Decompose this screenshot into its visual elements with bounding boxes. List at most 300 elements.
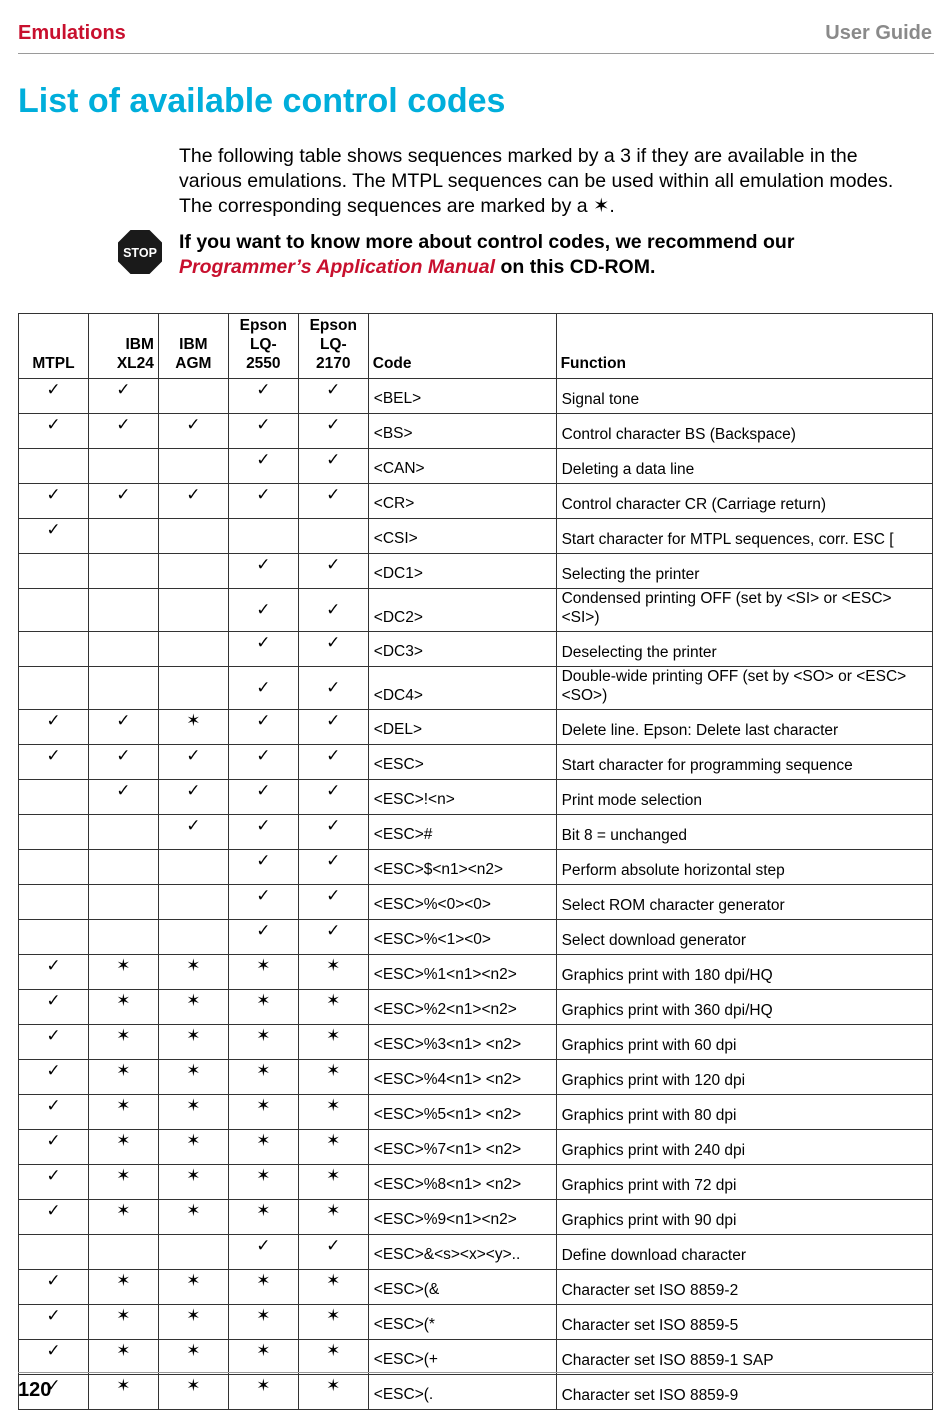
table-row	[19, 1165, 933, 1200]
check-mark-cell	[19, 414, 89, 449]
check-mark-cell	[19, 1060, 89, 1095]
column-header-ibm-xl24: IBM XL24	[88, 314, 158, 379]
check-mark-icon: ✓	[46, 746, 61, 765]
function-cell: Control character BS (Backspace)	[556, 414, 932, 449]
star-mark-cell	[88, 1165, 158, 1200]
empty-cell	[298, 519, 368, 554]
check-mark-icon: ✓	[256, 415, 271, 434]
star-mark-cell	[228, 1130, 298, 1165]
check-mark-cell	[298, 632, 368, 667]
star-mark-icon: ✶	[256, 1061, 271, 1080]
function-cell: Print mode selection	[556, 780, 932, 815]
check-mark-cell	[298, 745, 368, 780]
empty-cell	[19, 554, 89, 589]
check-mark-icon: ✓	[46, 1376, 61, 1395]
empty-cell	[158, 632, 228, 667]
check-mark-cell	[298, 920, 368, 955]
empty-cell	[158, 589, 228, 632]
check-mark-icon: ✓	[116, 711, 131, 730]
header-divider	[18, 53, 934, 54]
star-mark-icon: ✶	[186, 1271, 201, 1290]
table-row	[19, 414, 933, 449]
check-mark-cell	[298, 1235, 368, 1270]
empty-cell	[88, 667, 158, 710]
star-mark-icon: ✶	[256, 1341, 271, 1360]
table-row	[19, 1235, 933, 1270]
check-mark-icon: ✓	[326, 711, 341, 730]
star-mark-cell	[158, 1025, 228, 1060]
page-title: List of available control codes	[18, 82, 506, 120]
star-mark-icon: ✶	[326, 1131, 341, 1150]
check-mark-cell	[88, 414, 158, 449]
check-mark-icon: ✓	[326, 380, 341, 399]
table-row	[19, 1200, 933, 1235]
check-mark-icon: ✓	[256, 555, 271, 574]
check-mark-cell	[228, 850, 298, 885]
check-mark-icon: ✓	[256, 921, 271, 940]
check-mark-icon: ✓	[186, 816, 201, 835]
code-cell: <CR>	[368, 484, 556, 519]
check-mark-cell	[19, 1270, 89, 1305]
star-mark-icon: ✶	[256, 1271, 271, 1290]
star-mark-icon: ✶	[256, 1306, 271, 1325]
column-header-ibm-agm: IBM AGM	[158, 314, 228, 379]
code-cell: <ESC>#	[368, 815, 556, 850]
empty-cell	[19, 632, 89, 667]
check-mark-cell	[158, 414, 228, 449]
code-cell: <ESC>%3<n1> <n2>	[368, 1025, 556, 1060]
function-cell: Start character for programming sequence	[556, 745, 932, 780]
star-mark-cell	[158, 955, 228, 990]
code-cell: <ESC>%<0><0>	[368, 885, 556, 920]
table-row	[19, 885, 933, 920]
function-cell: Control character CR (Carriage return)	[556, 484, 932, 519]
star-mark-cell	[228, 1375, 298, 1410]
check-mark-cell	[298, 414, 368, 449]
empty-cell	[19, 667, 89, 710]
function-cell: Character set ISO 8859-5	[556, 1305, 932, 1340]
check-mark-icon: ✓	[326, 415, 341, 434]
star-mark-cell	[298, 1165, 368, 1200]
empty-cell	[88, 632, 158, 667]
check-mark-cell	[228, 632, 298, 667]
check-mark-icon: ✓	[46, 1271, 61, 1290]
check-mark-cell	[88, 379, 158, 414]
table-row	[19, 1060, 933, 1095]
check-mark-icon: ✓	[256, 711, 271, 730]
star-mark-icon: ✶	[116, 1166, 131, 1185]
star-mark-cell	[158, 1165, 228, 1200]
check-mark-cell	[298, 815, 368, 850]
function-cell: Character set ISO 8859-1 SAP	[556, 1340, 932, 1375]
check-mark-cell	[228, 885, 298, 920]
star-mark-icon: ✶	[256, 1166, 271, 1185]
check-mark-icon: ✓	[186, 415, 201, 434]
check-mark-cell	[19, 1095, 89, 1130]
check-mark-cell	[88, 780, 158, 815]
empty-cell	[19, 780, 89, 815]
function-cell: Select ROM character generator	[556, 885, 932, 920]
header-document-title: User Guide	[825, 22, 932, 44]
manual-title: Programmer’s Application Manual	[179, 256, 496, 278]
star-mark-icon: ✶	[326, 1096, 341, 1115]
star-mark-icon: ✶	[256, 1376, 271, 1395]
function-cell: Start character for MTPL sequences, corr. ESC [	[556, 519, 932, 554]
check-mark-icon: ✓	[116, 380, 131, 399]
empty-cell	[19, 815, 89, 850]
table-row	[19, 1375, 933, 1410]
check-mark-icon: ✓	[46, 711, 61, 730]
code-cell: <ESC>!<n>	[368, 780, 556, 815]
empty-cell	[88, 885, 158, 920]
star-mark-icon: ✶	[326, 1376, 341, 1395]
star-mark-icon: ✶	[186, 956, 201, 975]
star-mark-cell	[298, 1270, 368, 1305]
empty-cell	[158, 1235, 228, 1270]
star-mark-cell	[88, 1060, 158, 1095]
function-cell: Bit 8 = unchanged	[556, 815, 932, 850]
check-mark-cell	[158, 780, 228, 815]
check-mark-icon: ✓	[46, 520, 61, 539]
check-mark-icon: ✓	[256, 816, 271, 835]
code-cell: <BEL>	[368, 379, 556, 414]
star-mark-cell	[158, 1200, 228, 1235]
code-cell: <ESC>%<1><0>	[368, 920, 556, 955]
star-mark-cell	[88, 1095, 158, 1130]
check-mark-icon: ✓	[326, 1236, 341, 1255]
check-mark-icon: ✓	[256, 886, 271, 905]
check-mark-icon: ✓	[256, 485, 271, 504]
check-mark-icon: ✓	[256, 851, 271, 870]
check-mark-icon: ✓	[326, 886, 341, 905]
table-row	[19, 920, 933, 955]
function-cell: Select download generator	[556, 920, 932, 955]
check-mark-cell	[158, 745, 228, 780]
check-mark-cell	[19, 955, 89, 990]
check-mark-cell	[228, 745, 298, 780]
star-mark-cell	[298, 1375, 368, 1410]
check-mark-icon: ✓	[116, 781, 131, 800]
intro-paragraph: The following table shows sequences marked by a 3 if they are available in the various emulations. The MTPL sequences can be used within all emulation modes. The corresponding sequences are marked by a ✶.	[179, 145, 894, 217]
check-mark-icon: ✓	[46, 1096, 61, 1115]
check-mark-cell	[228, 1235, 298, 1270]
star-mark-icon: ✶	[116, 1201, 131, 1220]
star-mark-icon: ✶	[326, 1201, 341, 1220]
check-mark-cell	[228, 667, 298, 710]
stop-sign-icon	[117, 229, 163, 275]
check-mark-cell	[19, 1130, 89, 1165]
check-mark-icon: ✓	[326, 555, 341, 574]
star-mark-icon: ✶	[186, 711, 201, 730]
empty-cell	[158, 519, 228, 554]
function-cell: Graphics print with 80 dpi	[556, 1095, 932, 1130]
star-mark-cell	[298, 1305, 368, 1340]
check-mark-icon: ✓	[186, 746, 201, 765]
check-mark-cell	[298, 850, 368, 885]
code-cell: <ESC>&<s><x><y>..	[368, 1235, 556, 1270]
check-mark-cell	[158, 815, 228, 850]
page-number: 120	[18, 1379, 52, 1401]
star-mark-icon: ✶	[116, 1306, 131, 1325]
check-mark-cell	[228, 414, 298, 449]
check-mark-cell	[19, 379, 89, 414]
code-cell: <DC2>	[368, 589, 556, 632]
check-mark-icon: ✓	[46, 1061, 61, 1080]
table-row	[19, 554, 933, 589]
star-mark-icon: ✶	[186, 1096, 201, 1115]
star-mark-icon: ✶	[326, 1341, 341, 1360]
check-mark-cell	[19, 519, 89, 554]
control-codes-table	[18, 313, 933, 1410]
star-mark-cell	[88, 1305, 158, 1340]
check-mark-cell	[228, 554, 298, 589]
star-mark-icon: ✶	[116, 1131, 131, 1150]
star-mark-icon: ✶	[186, 1026, 201, 1045]
star-mark-cell	[88, 1375, 158, 1410]
code-cell: <ESC>%5<n1> <n2>	[368, 1095, 556, 1130]
check-mark-cell	[298, 780, 368, 815]
check-mark-cell	[19, 1025, 89, 1060]
star-mark-icon: ✶	[186, 1201, 201, 1220]
star-mark-cell	[228, 1060, 298, 1095]
star-mark-icon: ✶	[186, 1306, 201, 1325]
check-mark-cell	[88, 710, 158, 745]
table-row	[19, 990, 933, 1025]
function-cell: Delete line. Epson: Delete last character	[556, 710, 932, 745]
star-mark-cell	[88, 990, 158, 1025]
star-mark-icon: ✶	[326, 956, 341, 975]
check-mark-icon: ✓	[186, 485, 201, 504]
note-text-after: on this CD-ROM.	[495, 256, 656, 278]
check-mark-cell	[88, 745, 158, 780]
check-mark-cell	[228, 780, 298, 815]
check-mark-icon: ✓	[256, 746, 271, 765]
check-mark-icon: ✓	[46, 415, 61, 434]
check-mark-icon: ✓	[46, 380, 61, 399]
check-mark-cell	[228, 920, 298, 955]
star-mark-cell	[228, 1270, 298, 1305]
star-mark-cell	[158, 1060, 228, 1095]
table-row	[19, 379, 933, 414]
star-mark-cell	[88, 1130, 158, 1165]
empty-cell	[88, 449, 158, 484]
check-mark-icon: ✓	[326, 921, 341, 940]
check-mark-icon: ✓	[186, 781, 201, 800]
check-mark-icon: ✓	[326, 781, 341, 800]
check-mark-cell	[298, 885, 368, 920]
code-cell: <ESC>%2<n1><n2>	[368, 990, 556, 1025]
table-row	[19, 589, 933, 632]
check-mark-cell	[298, 484, 368, 519]
star-mark-cell	[298, 955, 368, 990]
star-mark-cell	[228, 1095, 298, 1130]
star-mark-cell	[88, 955, 158, 990]
check-mark-icon: ✓	[116, 746, 131, 765]
table-row	[19, 745, 933, 780]
column-header-code: Code	[368, 314, 556, 379]
star-mark-cell	[158, 1305, 228, 1340]
star-mark-icon: ✶	[116, 1026, 131, 1045]
star-mark-icon: ✶	[326, 1166, 341, 1185]
check-mark-cell	[158, 484, 228, 519]
empty-cell	[228, 519, 298, 554]
code-cell: <DC1>	[368, 554, 556, 589]
code-cell: <BS>	[368, 414, 556, 449]
star-mark-cell	[298, 990, 368, 1025]
star-mark-icon: ✶	[326, 1061, 341, 1080]
star-mark-icon: ✶	[256, 1096, 271, 1115]
table-row	[19, 710, 933, 745]
star-mark-cell	[88, 1200, 158, 1235]
check-mark-icon: ✓	[326, 485, 341, 504]
table-row	[19, 1340, 933, 1375]
check-mark-cell	[228, 815, 298, 850]
check-mark-icon: ✓	[326, 633, 341, 652]
check-mark-icon: ✓	[46, 991, 61, 1010]
empty-cell	[88, 815, 158, 850]
function-cell: Graphics print with 360 dpi/HQ	[556, 990, 932, 1025]
function-cell: Condensed printing OFF (set by <SI> or <ESC><SI>)	[556, 589, 932, 632]
empty-cell	[19, 1235, 89, 1270]
function-cell: Graphics print with 72 dpi	[556, 1165, 932, 1200]
table-row	[19, 1025, 933, 1060]
empty-cell	[88, 920, 158, 955]
code-cell: <ESC>(&	[368, 1270, 556, 1305]
star-mark-cell	[298, 1340, 368, 1375]
star-mark-cell	[228, 1305, 298, 1340]
check-mark-icon: ✓	[46, 1026, 61, 1045]
star-mark-cell	[298, 1200, 368, 1235]
table-row	[19, 519, 933, 554]
footer-divider	[18, 1372, 934, 1373]
star-mark-icon: ✶	[326, 1026, 341, 1045]
column-header-function: Function	[556, 314, 932, 379]
check-mark-cell	[228, 449, 298, 484]
check-mark-icon: ✓	[116, 485, 131, 504]
stop-sign-label: STOP	[123, 246, 157, 260]
star-mark-icon: ✶	[186, 1061, 201, 1080]
code-cell: <ESC>(*	[368, 1305, 556, 1340]
empty-cell	[88, 589, 158, 632]
check-mark-icon: ✓	[256, 781, 271, 800]
star-mark-cell	[158, 1130, 228, 1165]
check-mark-cell	[19, 710, 89, 745]
star-mark-icon: ✶	[256, 956, 271, 975]
empty-cell	[158, 449, 228, 484]
check-mark-cell	[228, 710, 298, 745]
code-cell: <ESC>%7<n1> <n2>	[368, 1130, 556, 1165]
function-cell: Deleting a data line	[556, 449, 932, 484]
star-mark-icon: ✶	[186, 1166, 201, 1185]
check-mark-cell	[19, 1340, 89, 1375]
check-mark-cell	[228, 484, 298, 519]
star-mark-cell	[228, 1340, 298, 1375]
empty-cell	[88, 850, 158, 885]
check-mark-cell	[298, 379, 368, 414]
star-mark-cell	[88, 1270, 158, 1305]
star-mark-cell	[298, 1095, 368, 1130]
table-row	[19, 1305, 933, 1340]
function-cell: Graphics print with 60 dpi	[556, 1025, 932, 1060]
function-cell: Perform absolute horizontal step	[556, 850, 932, 885]
code-cell: <ESC>%4<n1> <n2>	[368, 1060, 556, 1095]
code-cell: <ESC>	[368, 745, 556, 780]
check-mark-cell	[19, 745, 89, 780]
star-mark-icon: ✶	[256, 1131, 271, 1150]
manual-note	[179, 230, 899, 280]
empty-cell	[158, 850, 228, 885]
code-cell: <CSI>	[368, 519, 556, 554]
function-cell: Signal tone	[556, 379, 932, 414]
star-mark-cell	[228, 1165, 298, 1200]
code-cell: <ESC>(.	[368, 1375, 556, 1410]
check-mark-icon: ✓	[326, 450, 341, 469]
code-cell: <CAN>	[368, 449, 556, 484]
star-mark-icon: ✶	[116, 1061, 131, 1080]
table-row	[19, 815, 933, 850]
empty-cell	[19, 850, 89, 885]
function-cell: Define download character	[556, 1235, 932, 1270]
star-mark-cell	[228, 1200, 298, 1235]
check-mark-icon: ✓	[256, 380, 271, 399]
table-row	[19, 449, 933, 484]
check-mark-cell	[19, 1200, 89, 1235]
table-row	[19, 632, 933, 667]
table-row	[19, 1095, 933, 1130]
star-mark-icon: ✶	[186, 991, 201, 1010]
check-mark-cell	[228, 379, 298, 414]
check-mark-cell	[298, 449, 368, 484]
code-cell: <ESC>(+	[368, 1340, 556, 1375]
empty-cell	[158, 379, 228, 414]
star-mark-icon: ✶	[116, 1271, 131, 1290]
star-mark-icon: ✶	[326, 991, 341, 1010]
column-header-mtpl: MTPL	[19, 314, 89, 379]
function-cell: Graphics print with 240 dpi	[556, 1130, 932, 1165]
star-mark-icon: ✶	[256, 991, 271, 1010]
code-cell: <ESC>%8<n1> <n2>	[368, 1165, 556, 1200]
empty-cell	[88, 554, 158, 589]
star-mark-icon: ✶	[186, 1341, 201, 1360]
empty-cell	[158, 885, 228, 920]
check-mark-icon: ✓	[46, 1201, 61, 1220]
empty-cell	[158, 920, 228, 955]
star-mark-icon: ✶	[116, 1376, 131, 1395]
star-mark-cell	[228, 1025, 298, 1060]
empty-cell	[19, 589, 89, 632]
check-mark-icon: ✓	[326, 816, 341, 835]
check-mark-cell	[298, 667, 368, 710]
code-cell: <ESC>%9<n1><n2>	[368, 1200, 556, 1235]
star-mark-icon: ✶	[116, 956, 131, 975]
column-header-epson-lq2550: Epson LQ-2550	[228, 314, 298, 379]
star-mark-icon: ✶	[116, 1341, 131, 1360]
check-mark-cell	[298, 554, 368, 589]
check-mark-cell	[19, 1305, 89, 1340]
table-header-row	[19, 314, 933, 379]
check-mark-cell	[19, 484, 89, 519]
function-cell: Double-wide printing OFF (set by <SO> or <ESC><SO>)	[556, 667, 932, 710]
star-mark-cell	[228, 955, 298, 990]
check-mark-icon: ✓	[46, 1131, 61, 1150]
star-mark-cell	[158, 1270, 228, 1305]
empty-cell	[158, 554, 228, 589]
star-mark-cell	[298, 1060, 368, 1095]
star-mark-cell	[298, 1025, 368, 1060]
check-mark-icon: ✓	[46, 1341, 61, 1360]
star-mark-icon: ✶	[116, 1096, 131, 1115]
star-mark-cell	[158, 710, 228, 745]
